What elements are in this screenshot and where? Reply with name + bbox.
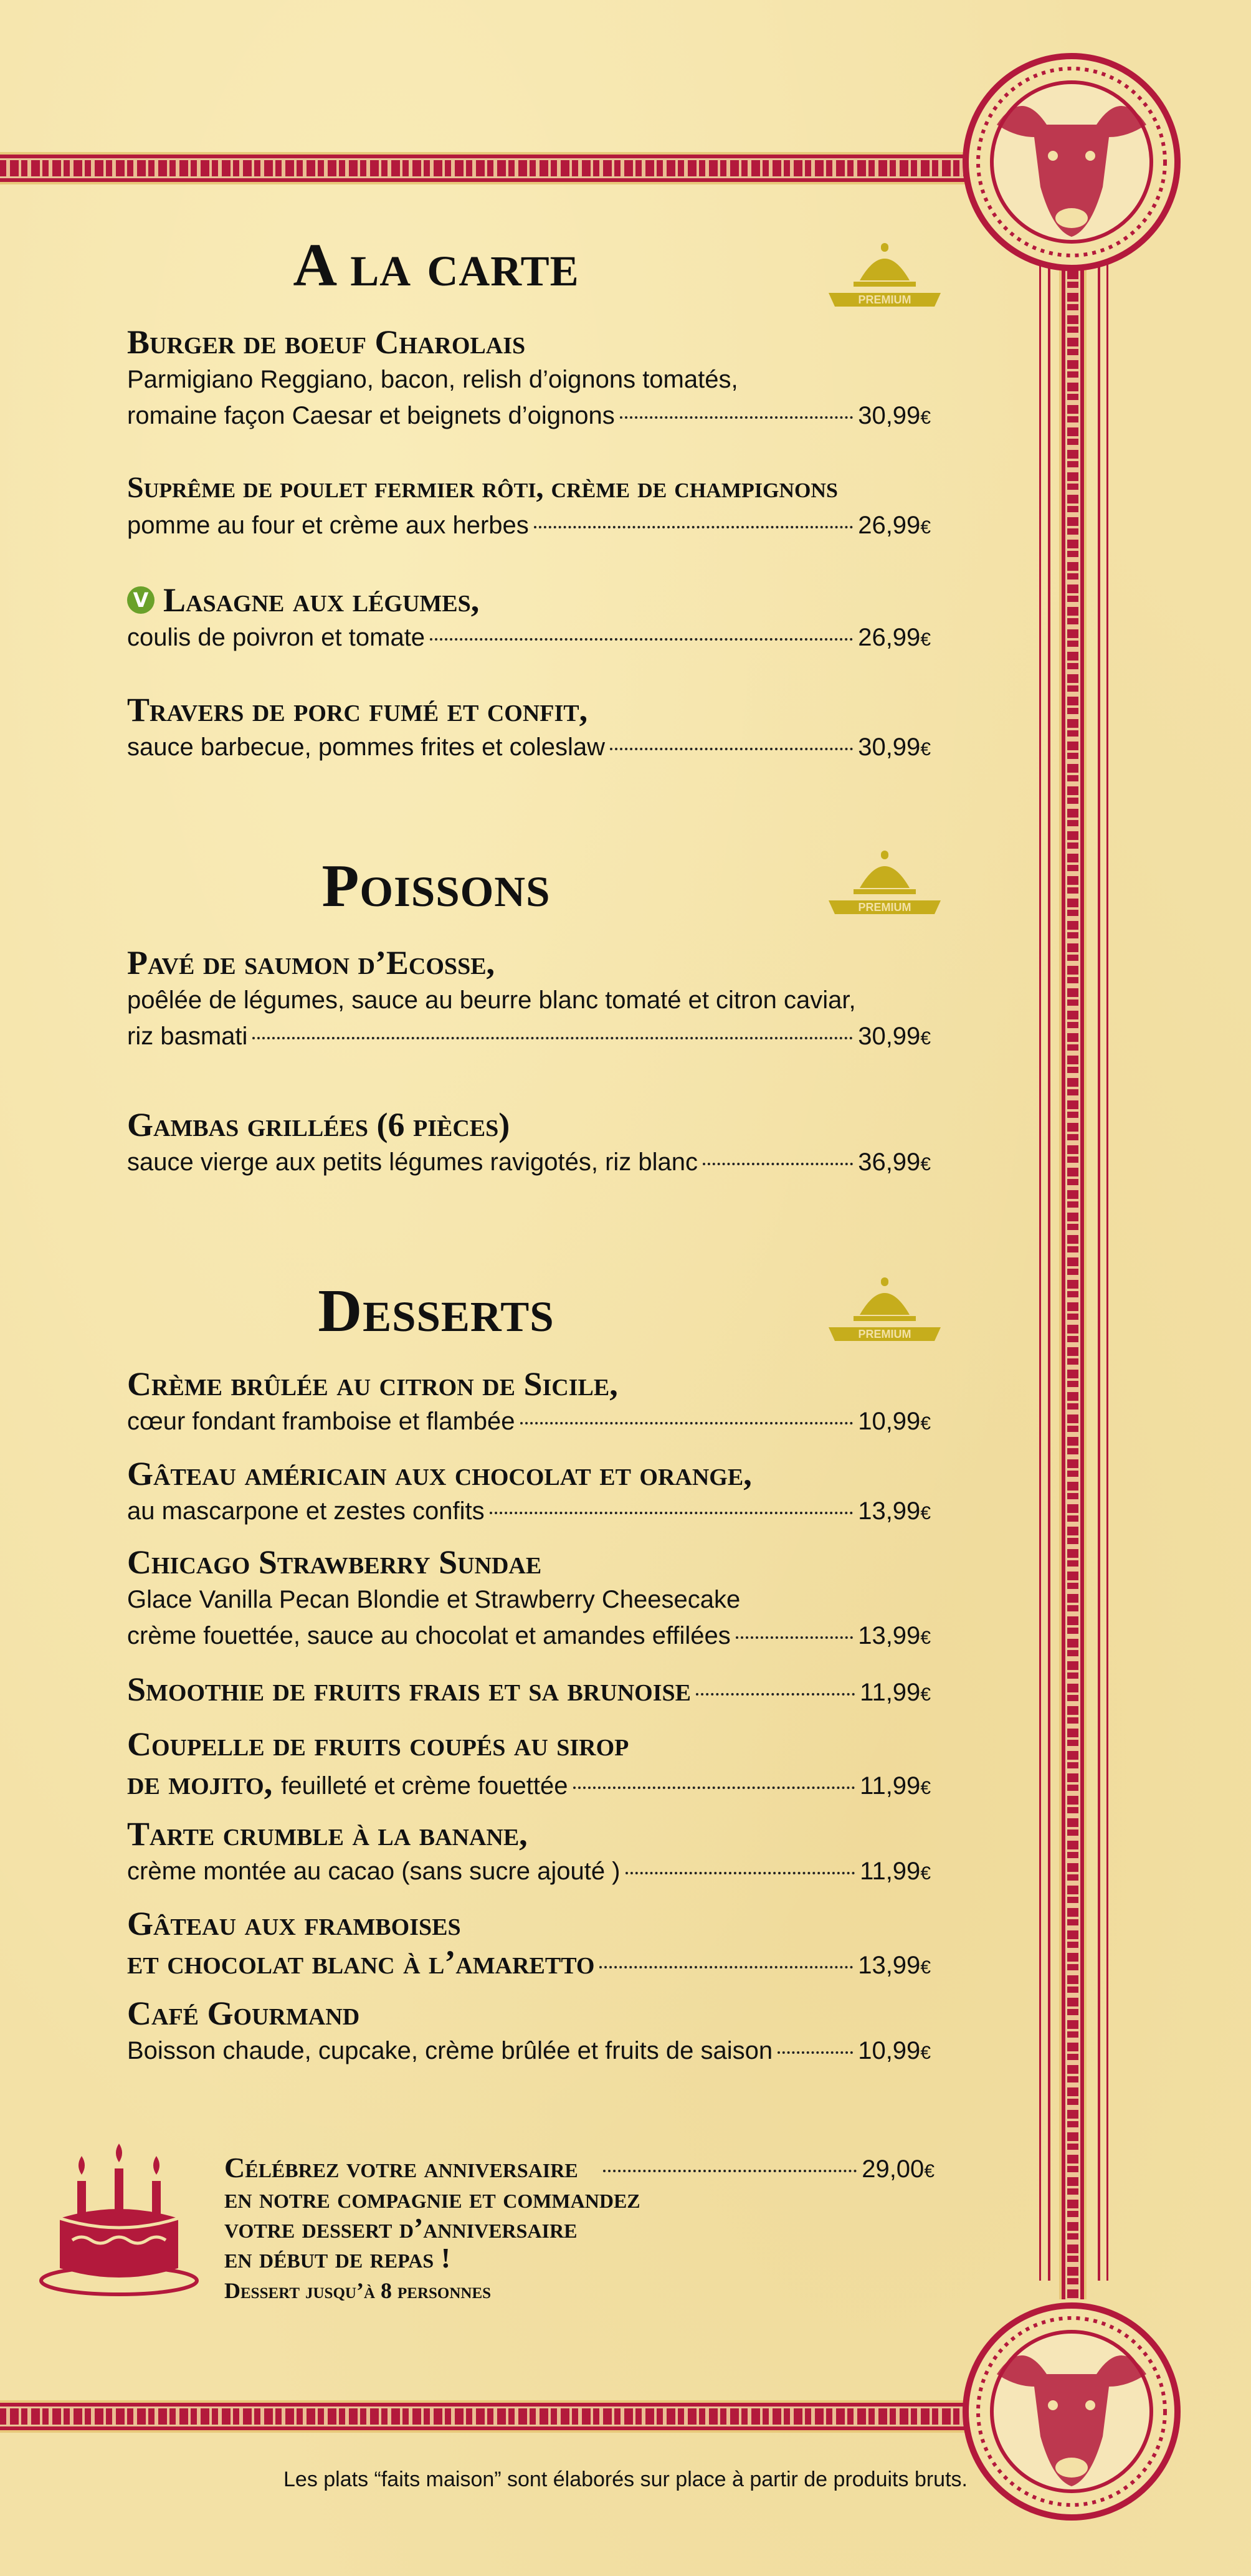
section-title-poissons: Poissons [321,852,551,920]
item-name: Smoothie de fruits frais et sa brunoise [127,1671,691,1708]
item-desc: feuilleté et crème fouettée [281,1772,568,1800]
dot-leader [520,1422,854,1424]
premium-label: PREMIUM [858,1328,911,1340]
item-price: 30,99€ [858,402,931,429]
item-price: 13,99€ [858,1497,931,1525]
item-price: 13,99€ [858,1952,931,1979]
dot-leader [778,2051,853,2054]
item-desc: Boisson chaude, cupcake, crème brûlée et fruits de saison [127,2037,773,2064]
leaf-icon: V [127,586,155,614]
item-desc: au mascarpone et zestes confits [127,1497,485,1525]
menu-item [127,1725,931,1804]
dot-leader [620,416,853,419]
dot-leader [610,748,853,750]
bottom-border-band [0,2400,972,2433]
dot-leader [430,638,853,641]
item-desc: Glace Vanilla Pecan Blondie et Strawberry Cheesecake [127,1586,741,1613]
dot-leader [534,526,853,528]
section-title-desserts: Desserts [318,1277,554,1345]
menu-item [127,690,931,768]
item-name: Tarte crumble à la banane, [127,1815,528,1853]
birthday-line: en début de repas ! [224,2242,451,2274]
birthday-note: Dessert jusqu’à 8 personnes [224,2278,492,2303]
menu-item [127,323,931,436]
dot-leader [603,2170,857,2172]
item-name: Gâteau américain aux chocolat et orange, [127,1455,752,1492]
birthday-line: votre dessert d’anniversaire [224,2212,578,2244]
cloche-icon [822,832,947,932]
menu-item [127,1543,931,1656]
bull-head-icon [959,50,1184,274]
premium-label: PREMIUM [858,901,911,914]
vertical-rule-right [1098,162,1100,2281]
item-price: 13,99€ [858,1622,931,1649]
dot-leader [703,1163,853,1165]
birthday-price: 29,00€ [862,2155,935,2183]
item-price: 11,99€ [860,1772,931,1800]
vertical-rule-left [1048,162,1050,2281]
dot-leader [736,1636,853,1639]
item-desc: sauce vierge aux petits légumes ravigotés, riz blanc [127,1148,698,1176]
item-name: V Lasagne aux légumes, [127,581,931,619]
dot-leader [490,1512,854,1514]
menu-item [127,1670,931,1709]
birthday-offer [224,2153,935,2308]
item-desc: Parmigiano Reggiano, bacon, relish d’oignons tomatés, [127,366,738,393]
item-price: 30,99€ [858,733,931,761]
item-price: 11,99€ [860,1679,931,1706]
menu-item [127,469,931,546]
item-price: 36,99€ [858,1148,931,1176]
item-name: Gambas grillées (6 pièces) [127,1106,510,1143]
item-desc: riz basmati [127,1023,248,1050]
cloche-icon [822,224,947,324]
menu-item [127,1904,931,1982]
menu-item [127,943,931,1057]
item-price: 30,99€ [858,1023,931,1050]
item-name: Pavé de saumon d’Ecosse, [127,944,495,981]
item-name: Gâteau aux framboises [127,1905,461,1942]
vertical-rule-left-2 [1039,162,1041,2281]
item-desc: crème montée au cacao (sans sucre ajouté ) [127,1858,621,1885]
dot-leader [573,1787,855,1789]
menu-item [127,1815,931,1892]
item-desc: crème fouettée, sauce au chocolat et amandes effilées [127,1622,731,1649]
menu-item [127,1365,931,1442]
item-price: 10,99€ [858,2037,931,2064]
item-name: de mojito, [127,1764,273,1801]
cloche-icon [822,1259,947,1358]
item-name: Café Gourmand [127,1995,360,2032]
item-name: Chicago Strawberry Sundae [127,1543,542,1581]
item-desc: cœur fondant framboise et flambée [127,1408,515,1435]
item-desc: sauce barbecue, pommes frites et coleslaw [127,733,606,761]
menu-item [127,1454,931,1532]
menu-item [127,1105,931,1183]
menu-item [127,1994,931,2071]
item-name: Coupelle de fruits coupés au sirop [127,1725,629,1763]
item-name: Travers de porc fumé et confit, [127,691,588,728]
item-desc: pomme au four et crème aux herbes [127,512,529,539]
item-name: Suprême de poulet fermier rôti, crème de champignons [127,471,838,504]
item-price: 11,99€ [860,1858,931,1885]
top-border-band [0,152,972,184]
dot-leader [252,1037,853,1039]
item-desc: poêlée de légumes, sauce au beurre blanc tomaté et citron caviar, [127,986,856,1014]
item-desc: romaine façon Caesar et beignets d’oignons [127,402,615,429]
item-name: et chocolat blanc à l’amaretto [127,1944,595,1981]
vertical-border-band [1059,125,1087,2299]
item-price: 26,99€ [858,512,931,539]
item-price: 26,99€ [858,624,931,651]
birthday-cake-icon [35,2137,203,2299]
item-desc: coulis de poivron et tomate [127,624,426,651]
menu-item [127,581,931,658]
item-name: Burger de boeuf Charolais [127,323,526,361]
birthday-line: Célébrez votre anniversaire [224,2152,578,2183]
birthday-line: en notre compagnie et commandez [224,2182,640,2214]
footer-note: Les plats “faits maison” sont élaborés sur place à partir de produits bruts. [283,2468,968,2491]
item-price: 10,99€ [858,1408,931,1435]
dot-leader [626,1872,855,1874]
dot-leader [696,1693,855,1696]
dot-leader [599,1966,853,1968]
premium-label: PREMIUM [858,293,911,306]
section-title-a-la-carte: A la carte [293,232,579,299]
vertical-rule-right-2 [1106,162,1108,2281]
item-name: Crème brûlée au citron de Sicile, [127,1365,618,1403]
